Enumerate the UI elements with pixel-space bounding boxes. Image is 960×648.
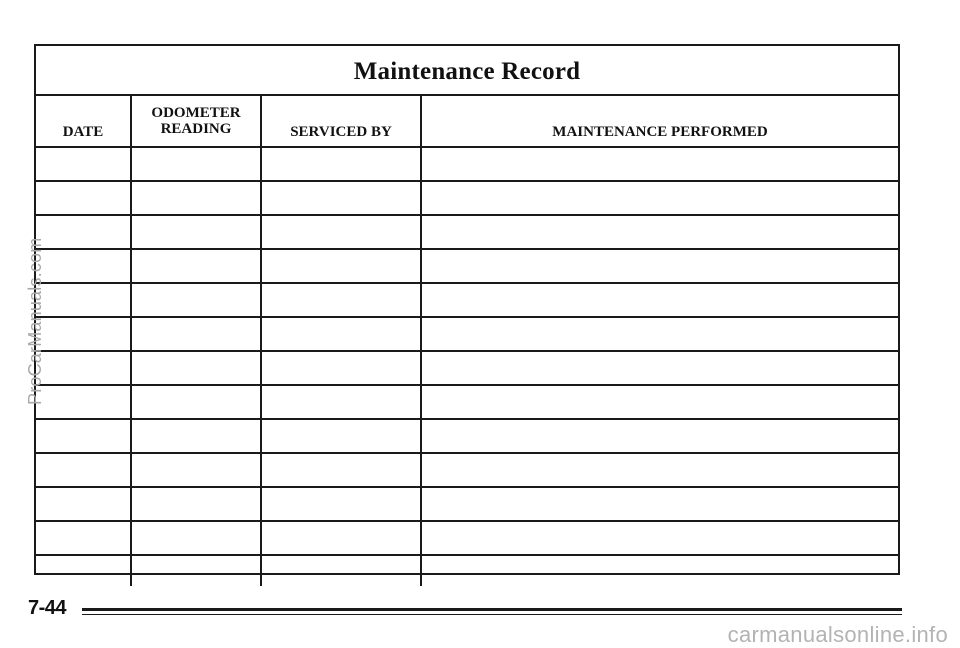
maintenance-cell[interactable] [421, 351, 898, 385]
column-header-date: DATE [36, 96, 131, 147]
footer-rule-thin [82, 614, 902, 615]
watermark-procarmanuals: ProCarManuals.com [25, 237, 45, 405]
maintenance-cell[interactable] [421, 147, 898, 181]
table-row [36, 215, 898, 249]
table-row [36, 419, 898, 453]
odometer-cell[interactable] [131, 555, 261, 586]
serviced-by-cell[interactable] [261, 487, 421, 521]
page-number: 7-44 [28, 597, 67, 619]
maintenance-record-form [34, 44, 900, 575]
odometer-cell[interactable] [131, 283, 261, 317]
odometer-cell[interactable] [131, 453, 261, 487]
odometer-cell[interactable] [131, 351, 261, 385]
serviced-by-cell[interactable] [261, 351, 421, 385]
column-header-odometer-line2: READING [160, 121, 232, 137]
table-row [36, 181, 898, 215]
serviced-by-cell[interactable] [261, 521, 421, 555]
odometer-cell[interactable] [131, 487, 261, 521]
odometer-cell[interactable] [131, 317, 261, 351]
maintenance-cell[interactable] [421, 453, 898, 487]
date-cell[interactable] [36, 555, 131, 586]
odometer-cell[interactable] [131, 147, 261, 181]
table-row [36, 249, 898, 283]
maintenance-cell[interactable] [421, 385, 898, 419]
serviced-by-cell[interactable] [261, 283, 421, 317]
date-cell[interactable] [36, 317, 131, 351]
serviced-by-cell[interactable] [261, 385, 421, 419]
odometer-cell[interactable] [131, 249, 261, 283]
table-row [36, 385, 898, 419]
date-cell[interactable] [36, 453, 131, 487]
table-header-row [36, 96, 898, 147]
date-cell[interactable] [36, 181, 131, 215]
maintenance-cell[interactable] [421, 249, 898, 283]
maintenance-cell[interactable] [421, 215, 898, 249]
odometer-cell[interactable] [131, 385, 261, 419]
date-cell[interactable] [36, 283, 131, 317]
maintenance-record-table [36, 96, 898, 586]
serviced-by-cell[interactable] [261, 181, 421, 215]
table-row [36, 555, 898, 586]
serviced-by-cell[interactable] [261, 215, 421, 249]
date-cell[interactable] [36, 487, 131, 521]
maintenance-cell[interactable] [421, 521, 898, 555]
serviced-by-cell[interactable] [261, 555, 421, 586]
date-cell[interactable] [36, 249, 131, 283]
table-row [36, 351, 898, 385]
serviced-by-cell[interactable] [261, 317, 421, 351]
maintenance-cell[interactable] [421, 555, 898, 586]
maintenance-cell[interactable] [421, 317, 898, 351]
footer-rule [82, 608, 902, 611]
table-row [36, 317, 898, 351]
odometer-cell[interactable] [131, 181, 261, 215]
table-row [36, 487, 898, 521]
serviced-by-cell[interactable] [261, 147, 421, 181]
table-row [36, 453, 898, 487]
table-row [36, 147, 898, 181]
serviced-by-cell[interactable] [261, 419, 421, 453]
serviced-by-cell[interactable] [261, 453, 421, 487]
table-row [36, 283, 898, 317]
date-cell[interactable] [36, 147, 131, 181]
record-title: Maintenance Record [36, 46, 898, 96]
maintenance-cell[interactable] [421, 419, 898, 453]
maintenance-cell[interactable] [421, 283, 898, 317]
odometer-cell[interactable] [131, 419, 261, 453]
odometer-cell[interactable] [131, 215, 261, 249]
date-cell[interactable] [36, 215, 131, 249]
maintenance-cell[interactable] [421, 487, 898, 521]
column-header-odometer-line1: ODOMETER [151, 105, 241, 121]
date-cell[interactable] [36, 419, 131, 453]
column-header-odometer-reading [131, 96, 261, 147]
date-cell[interactable] [36, 385, 131, 419]
date-cell[interactable] [36, 521, 131, 555]
column-header-maintenance-performed: MAINTENANCE PERFORMED [421, 96, 898, 147]
watermark-carmanualsonline: carmanualsonline.info [727, 622, 948, 647]
column-header-serviced-by: SERVICED BY [261, 96, 421, 147]
table-row [36, 521, 898, 555]
odometer-cell[interactable] [131, 521, 261, 555]
maintenance-cell[interactable] [421, 181, 898, 215]
serviced-by-cell[interactable] [261, 249, 421, 283]
date-cell[interactable] [36, 351, 131, 385]
